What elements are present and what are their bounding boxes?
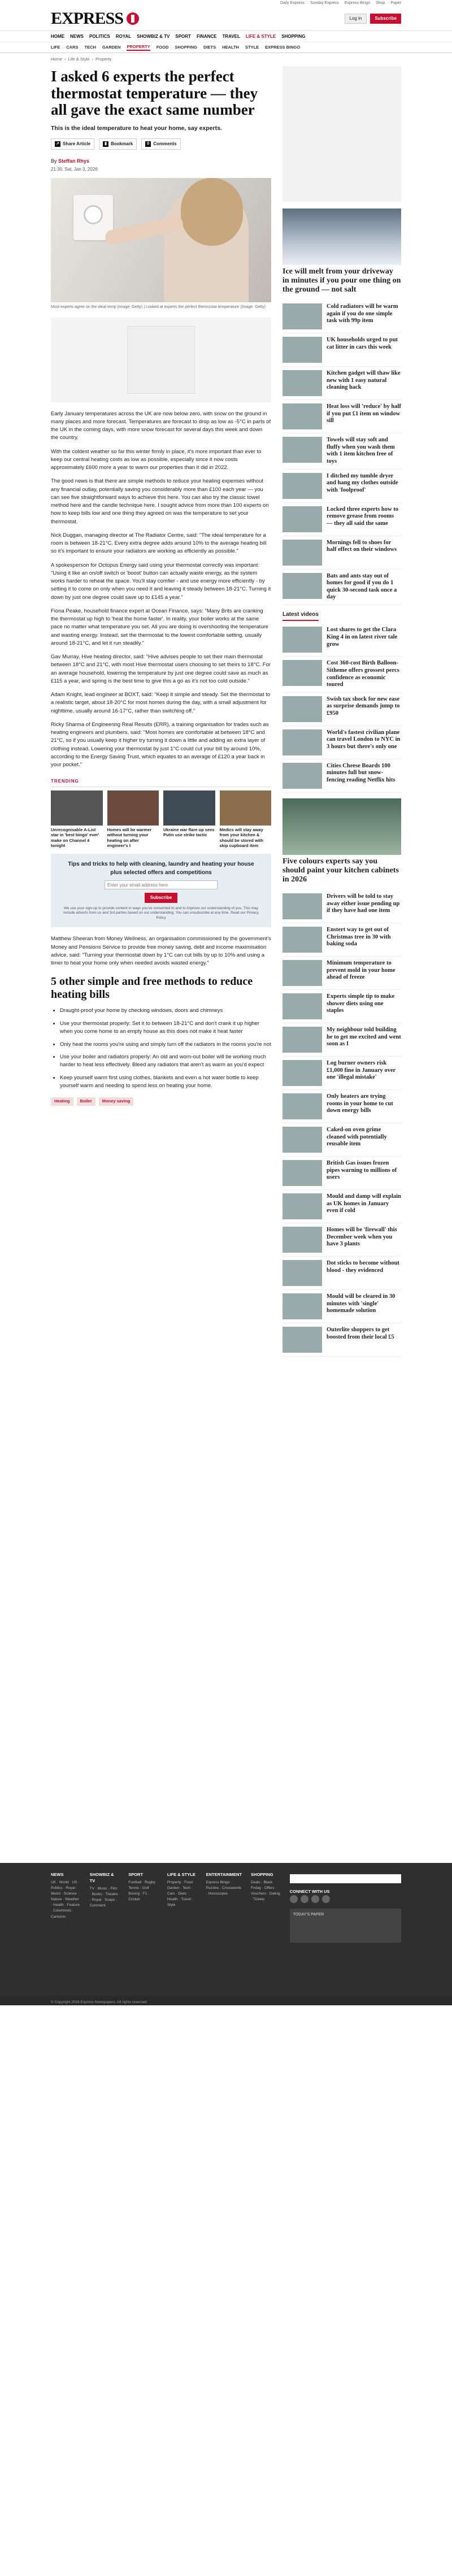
sidebar-list-item[interactable]: Mornings fell to shoes for half effect on their windows [282, 536, 401, 570]
sidebar-list-item[interactable]: Mould and damp will explain as UK homes in January even if cold [282, 1190, 401, 1223]
sidebar-thumb [282, 1260, 322, 1286]
sidebar-feature-title: Ice will melt from your driveway in minutes if you pour one thing on the ground — not salt [282, 267, 401, 294]
sidebar-thumb [282, 573, 322, 599]
nav-item[interactable]: POLITICS [89, 33, 110, 39]
bookmark-button[interactable]: ▮ Bookmark [99, 138, 137, 150]
latest-videos-heading: Latest videos [282, 611, 319, 622]
tips-list [60, 1007, 271, 1089]
sidebar-thumb [282, 1160, 322, 1186]
footer-column: SHOWBIZ & TV TV · Music · Film · Books · Theatre · Royal · Soaps · Comment [90, 1872, 120, 1985]
article-paragraph: With the coldest weather so far this winter firmly in place, it's more important than ever to keep our central heating costs as low as possible, especially since it now costs approximately £600 more a year to warm our properties than it did in 2022. [51, 448, 262, 471]
nav-item[interactable]: HOME [51, 33, 64, 39]
topbar-link[interactable]: Express Bingo [344, 1, 370, 5]
topbar-link[interactable]: Shop [375, 1, 385, 5]
video-thumb [282, 729, 322, 755]
sidebar-list-item[interactable]: Mould will be cleared in 30 minutes with 'single' homemade solution [282, 1290, 401, 1323]
sidebar-list-item[interactable]: Only heaters are trying rooms in your home to cut down energy bills [282, 1090, 401, 1123]
follow-heading: CONNECT WITH US [289, 1889, 330, 1895]
subnav-item[interactable]: FOOD [156, 44, 169, 50]
sidebar-list-item[interactable]: Towels will stay soft and fluffy when you wash them with 1 item kitchen free of toys [282, 433, 401, 469]
article-paragraph: Ricky Sharma of Engineering Real Results (ERR), a training organisation for trades such as heating engineers and plumbers, said: "Most homes are comfortable at between 18°C and 21°C, so if you usually keep it higher try turning it down a little and adding an extra layer of clothing instead. Lowering your thermostat by just 1°C could cut your bill by around 10%, according to the Energy Saving Trust, which equates to an average of £120 a year back in your pocket." [51, 721, 269, 768]
article-paragraph: Fiona Peake, household finance expert at Ocean Finance, says: "Many Brits are cranking the thermostat up high to 'heat the home faster'. In reality, your boiler works at the same pace no matter what temperature you set. All you are doing is overshooting the temperature and wasting energy. Instead, set the thermostat to the lowest comfortable setting, usually around 18-21°C, and let it run steadily." [51, 607, 268, 646]
sidebar-thumb [282, 1127, 322, 1153]
sidebar-thumb [282, 303, 322, 329]
sidebar-advert[interactable] [282, 66, 401, 202]
nav-item[interactable]: FINANCE [196, 33, 217, 39]
sidebar-thumb [282, 1027, 322, 1053]
video-item[interactable]: Cost 360-cost Birth Balloon-Sitheme offers grossest percs confidence as economic toured [282, 657, 401, 692]
footer-links[interactable]: Express Bingo · Puzzles · Crosswords · Horoscopes [206, 1880, 242, 1896]
byline: By Steffan Rhys [51, 158, 90, 164]
sidebar-list-item[interactable]: Heat loss will 'reduce' by half if you put £1 item on window sill [282, 400, 401, 433]
author-link[interactable]: Steffan Rhys [58, 158, 90, 164]
advert-slot[interactable] [51, 318, 271, 402]
advert-inner [127, 326, 195, 394]
newsletter-fine-print: We use your sign-up to provide content in ways you've consented to and to improve our understanding of you. This may include adverts from us and 3rd parties based on our understanding. You can unsubscribe at any time. Read our Privacy Policy [63, 906, 259, 920]
trending-card[interactable]: Ukraine war flare up sees Putin use strike tactic [163, 790, 215, 849]
tag-link[interactable]: Boiler [77, 1097, 95, 1106]
video-item[interactable]: Lost shares to get the Clara King 4 in on latest river tale grow [282, 623, 401, 657]
subnav-item[interactable]: SHOPPING [175, 44, 197, 50]
nav-item[interactable]: TRAVEL [222, 33, 240, 39]
tag-link[interactable]: Money saving [99, 1097, 134, 1106]
sidebar-list-item[interactable]: I ditched my tumble dryer and hang my clothes outside with 'foolproof' [282, 470, 401, 503]
footer-column: NEWS UK · World · US · Politics · Royal · Weird · Science · Nature · Weather · Health · Feature · Columnists · Cartoons [51, 1872, 81, 1985]
subnav-item[interactable]: HEALTH [222, 44, 239, 50]
sub-nav [0, 42, 452, 53]
sidebar-thumb [282, 473, 322, 499]
video-thumb [282, 696, 322, 722]
sidebar-thumb [282, 403, 322, 429]
sidebar-list-item[interactable]: Dot sticks to become without blood - they evidenced [282, 1257, 401, 1290]
sidebar-thumb [282, 1327, 322, 1353]
article-paragraph: The good news is that there are simple methods to reduce your heating expenses without any financial outlay, potentially saving you considerably more than £100 each year — you can see five straightforward ways to achieve this here. You can also try the classic towel method here and the candle technique here. I sought advice from more than 100 experts on how to keep bills low and one thing they agreed on was the temperature to set your thermostat. [51, 478, 269, 525]
sidebar-thumb [282, 506, 322, 532]
login-button[interactable]: Log in [345, 14, 367, 24]
video-thumb [282, 627, 322, 653]
footer-links[interactable]: Property · Food · Garden · Tech · Cars · Diets · Health · Travel · Style [167, 1880, 195, 1908]
subnav-item[interactable]: EXPRESS BINGO [265, 44, 301, 50]
cabinets-image [282, 798, 401, 855]
article-subhead: 5 other simple and free methods to reduce heating bills [51, 975, 253, 1001]
newsletter-signup [51, 854, 271, 927]
topbar-link[interactable]: Daily Express [280, 1, 305, 5]
sidebar-thumb [282, 370, 322, 396]
video-item[interactable]: World's fastest civilian plane can travel London to NYC in 3 hours but there's only one [282, 726, 401, 759]
sidebar-thumb [282, 960, 322, 986]
article-paragraph: A spokesperson for Octopus Energy said using your thermostat correctly was important: "Using it like an on/off switch or 'boost' button can actually waste energy, as the system works harder to reheat the space. You'll stay comfier - and use energy more efficiently - by setting it to come on only when you need it and leaving it steady between 18-21°C. Turning it down by just one degree could save up to £145 a year." [51, 562, 271, 601]
sidebar-list-item[interactable]: Bats and ants stay out of homes for good if you do 1 quick 30-second task once a day [282, 570, 401, 605]
image-caption: Most experts agree on the ideal temp (Image: Getty) | Looked at experts the perfect thermostat temperature (Image: Getty) [51, 305, 266, 310]
newsletter-title: Tips and tricks to help with cleaning, laundry and heating your house plus selected offers and competitions [68, 861, 254, 876]
subnav-item-property[interactable]: PROPERTY [127, 44, 150, 51]
tip-item: • Use your boiler and radiators properly: An old and worn-out boiler will be working much harder to heat less effectively. Bleed any radiators that aren't as warm as you'd expect [60, 1053, 271, 1069]
sidebar-thumb [282, 437, 322, 463]
sidebar-list-item[interactable]: Experts simple tip to make shower diets using one staples [282, 990, 401, 1023]
nav-item[interactable]: SPORT [175, 33, 191, 39]
nav-item[interactable]: NEWS [70, 33, 84, 39]
masthead [0, 7, 452, 31]
sidebar-more-list [282, 890, 401, 1357]
breadcrumb [0, 53, 452, 66]
footer-links[interactable]: TV · Music · Film · Books · Theatre · Royal · Soaps · Comment [89, 1887, 118, 1908]
footer-links[interactable]: UK · World · US · Politics · Royal · Weird · Science · Nature · Weather · Health · Feature · Columnists · Cartoons [51, 1880, 80, 1919]
latest-videos-list [282, 623, 401, 792]
sidebar-list-item[interactable]: Homes will be 'firewall' this December week when you have 3 plants [282, 1223, 401, 1257]
trending-card[interactable]: Medics will stay away from your kitchen & should be stored with skip cupboard item [220, 790, 272, 849]
trending-label: TRENDING [51, 778, 271, 787]
sidebar-thumb [282, 1193, 322, 1219]
subnav-item[interactable]: STYLE [245, 44, 259, 50]
footer-column: SPORT Football · Rugby · Tennis · Golf · Boxing · F1 · Cricket [128, 1872, 158, 1985]
footer-links[interactable]: Football · Rugby · Tennis · Golf · Boxing · F1 · Cricket [128, 1880, 158, 1902]
breadcrumb-separator: › [92, 57, 93, 62]
footer-column: ENTERTAINMENT Express Bingo · Puzzles · Crosswords · Horoscopes [206, 1872, 242, 1985]
newsletter-email-input[interactable] [105, 880, 218, 889]
top-utility-bar [0, 0, 452, 7]
sidebar-thumb [282, 993, 322, 1019]
woman-hair [181, 178, 243, 246]
subnav-item[interactable]: TECH [84, 44, 96, 50]
crusader-logo-icon [127, 12, 139, 25]
footer-column: LIFE & STYLE Property · Food · Garden · Tech · Cars · Diets · Health · Travel · Style [167, 1872, 197, 1985]
article-paragraph: Nick Duggan, managing director at The Radiator Centre, said: "The ideal temperature for a room is between 18-21°C. Every extra degree adds around 10% to the average heating bill so it's important to ensure your radiators are working as efficiently as possible." [51, 532, 267, 555]
sidebar-thumb [282, 337, 322, 363]
tip-item: • Draught-proof your home by checking windows, doors and chimneys [60, 1007, 271, 1015]
footer-column: SHOPPING Deals · Black Friday · Offers · Vouchers · Dating · Tickets [251, 1872, 281, 1985]
sidebar-thumb [282, 1060, 322, 1086]
sidebar-list-item[interactable]: UK households urged to put cat litter in cars this week [282, 333, 401, 367]
footer-right [290, 1872, 401, 1985]
subnav-item[interactable]: CARS [66, 44, 79, 50]
sidebar-list-item[interactable]: Drivers will be told to stay away either issue pending up if they have had one item [282, 890, 401, 923]
trending-card[interactable]: Unrecognisable A-List star in 'best bingo' ever' make on Channel 4 tonight [51, 790, 103, 849]
site-logo[interactable]: EXPRESS [51, 6, 139, 31]
sidebar-thumb [282, 1227, 322, 1253]
trending-thumb [107, 790, 159, 826]
sidebar-list-item[interactable]: Locked three experts how to remove grease from rooms — they all said the same [282, 503, 401, 536]
sidebar-list-item[interactable]: Kitchen gadget will thaw like new with 1 easy natural cleaning hack [282, 367, 401, 400]
comment-count: 0 [145, 141, 151, 147]
sidebar-thumb [282, 927, 322, 953]
x-icon[interactable] [301, 1895, 308, 1903]
tip-item: • Use your thermostat properly: Set it to between 18-21°C and don't crank it up higher when you come home to an empty house as this does not make it heat faster [60, 1020, 271, 1036]
sidebar-list-item[interactable]: Log burner owners risk £1,000 fine in January over one 'illegal mistake' [282, 1057, 401, 1090]
newsletter-subscribe-button[interactable]: Subscribe [145, 893, 178, 903]
topbar-link[interactable]: Paper [390, 1, 401, 5]
article-body [51, 410, 271, 770]
main-nav [0, 31, 452, 42]
share-button[interactable]: ↗ Share Article [51, 138, 94, 150]
tag-link[interactable]: Heating [51, 1097, 73, 1106]
below-article-spacer [51, 1117, 271, 1857]
article-standfirst: This is the ideal temperature to heat your home, say experts. [51, 124, 222, 132]
subnav-item[interactable]: GARDEN [102, 44, 121, 50]
video-item[interactable]: Cities Cheese Boards 100 minutes full but snow-fencing reading Netflix hits [282, 759, 401, 793]
sidebar-thumb [282, 1293, 322, 1319]
article-column [51, 66, 271, 1857]
trending-card[interactable]: Homes will be warmer without turning your heating on after engineer's t [107, 790, 159, 849]
sidebar-thumb [282, 893, 322, 919]
instagram-icon[interactable] [311, 1895, 319, 1903]
hero-image [51, 178, 271, 302]
sidebar-list [282, 300, 401, 605]
sidebar-feature-image [282, 208, 401, 265]
trending-block [51, 778, 271, 848]
facebook-icon[interactable] [290, 1895, 298, 1903]
trending-thumb [220, 790, 272, 826]
share-icon: ↗ [55, 141, 60, 147]
sidebar [282, 66, 401, 1857]
sidebar-list-item[interactable]: Caked-on oven grime cleaned with potentially reusable item [282, 1123, 401, 1157]
nav-item-life-style[interactable]: LIFE & STYLE [245, 33, 276, 39]
site-footer [0, 1863, 452, 1996]
video-item[interactable]: Swish tax shock for new ease as surprise demands jump to £950 [282, 693, 401, 726]
article-paragraph: Matthew Sheeran from Money Wellness, an organisation commissioned by the government's Money and Pensions Service to provide free money saving, debt and income maximisation advice, said: "Turning your thermostat down by 1°C can cut bills by up to 10% and using a timer to heat your home only when needed avoids wasted energy." [51, 936, 271, 967]
subscribe-button[interactable]: Subscribe [370, 14, 401, 24]
cabinets-title: Five colours experts say you should paint your kitchen cabinets in 2026 [282, 857, 399, 884]
article-title: I asked 6 experts the perfect thermostat temperature — they all gave the exact same number [51, 67, 258, 119]
topbar-link[interactable]: Sunday Express [310, 1, 339, 5]
footer-search-input[interactable] [290, 1874, 401, 1883]
breadcrumb-separator: › [64, 57, 66, 62]
sidebar-list-item[interactable]: British Gas issues frozen pipes warning to millions of users [282, 1157, 401, 1190]
social-links [290, 1895, 401, 1903]
article-actions [51, 138, 271, 150]
sidebar-thumb [282, 1093, 322, 1119]
nav-item[interactable]: SHOPPING [281, 33, 306, 39]
article-paragraph: Adam Knight, lead engineer at BOXT, said: "Keep it simple and steady. Set the thermostat to a realistic target, about 18-20°C for most homes during the day, with a small adjustment for nighttime, usually around 16-17°C, rather than switching off." [51, 692, 271, 714]
sidebar-list-item[interactable]: Outerlite shoppers to get boosted from their local £5 [282, 1323, 401, 1357]
trending-thumb [163, 790, 215, 826]
article-body-continued [51, 935, 271, 967]
sidebar-list-item[interactable]: My neighbour told building he to get me excited and went soon as I [282, 1023, 401, 1057]
breadcrumb-link[interactable]: Home [51, 57, 63, 62]
copyright: © Copyright 2026 Express Newspapers. All rights reserved. [0, 1996, 452, 2005]
sidebar-list-item[interactable]: Minimum temperature to prevent mold in your home ahead of freeze [282, 957, 401, 990]
sidebar-list-item[interactable]: Cold radiators will be warm again if you do one simple task with 99p item [282, 300, 401, 333]
article-paragraph: Gav Murray, Hive heating director, said: "Hive advises people to set their main thermostat between 18°C and 21°C, with most Hive thermostat users choosing to set theirs to 18°C. For an average household, lowering the temperature by just one degree could save as much as £115 a year, and spring is the best time to give this a go as it's not too cold outside." [51, 654, 271, 684]
todays-paper[interactable]: TODAY'S PAPER [290, 1909, 401, 1943]
sidebar-cabinets-feature[interactable] [282, 798, 401, 884]
tip-item: • Keep yourself warm first using clothes, blankets and even a hot water bottle to keep yourself warm and needing to spend less on heating your home. [60, 1074, 271, 1090]
video-thumb [282, 660, 322, 686]
sidebar-feature[interactable] [282, 208, 401, 294]
article-paragraph: Early January temperatures across the UK are now below zero, with snow on the ground in many places and more forecast. Temperatures are forecast to drop as low as -5°C in parts of the UK in the coming days, with more snow forecast for several days this week and down the country. [51, 410, 271, 441]
bookmark-icon: ▮ [103, 141, 108, 147]
publish-date: 21:30, Sat, Jan 3, 2026 [51, 166, 98, 172]
trending-thumb [51, 790, 103, 826]
subnav-item[interactable]: DIETS [203, 44, 216, 50]
breadcrumb-link[interactable]: Property [95, 57, 112, 62]
nav-item[interactable]: ROYAL [115, 33, 132, 39]
subnav-item[interactable]: LIFE [51, 44, 60, 50]
video-thumb [282, 763, 322, 789]
sidebar-list-item[interactable]: Enstert way to get out of Christmas tree in 30 with baking soda [282, 923, 401, 957]
breadcrumb-link[interactable]: Life & Style [68, 57, 90, 62]
sidebar-thumb [282, 540, 322, 566]
tip-item: • Only heat the rooms you're using and simply turn off the radiators in the rooms you're not [60, 1041, 271, 1049]
youtube-icon[interactable] [322, 1895, 330, 1903]
article-tags [51, 1097, 271, 1106]
nav-item[interactable]: SHOWBIZ & TV [137, 33, 170, 39]
footer-links[interactable]: Deals · Black Friday · Offers · Vouchers · Dating · Tickets [251, 1880, 280, 1902]
comments-button[interactable]: 0 Comments [141, 138, 180, 150]
